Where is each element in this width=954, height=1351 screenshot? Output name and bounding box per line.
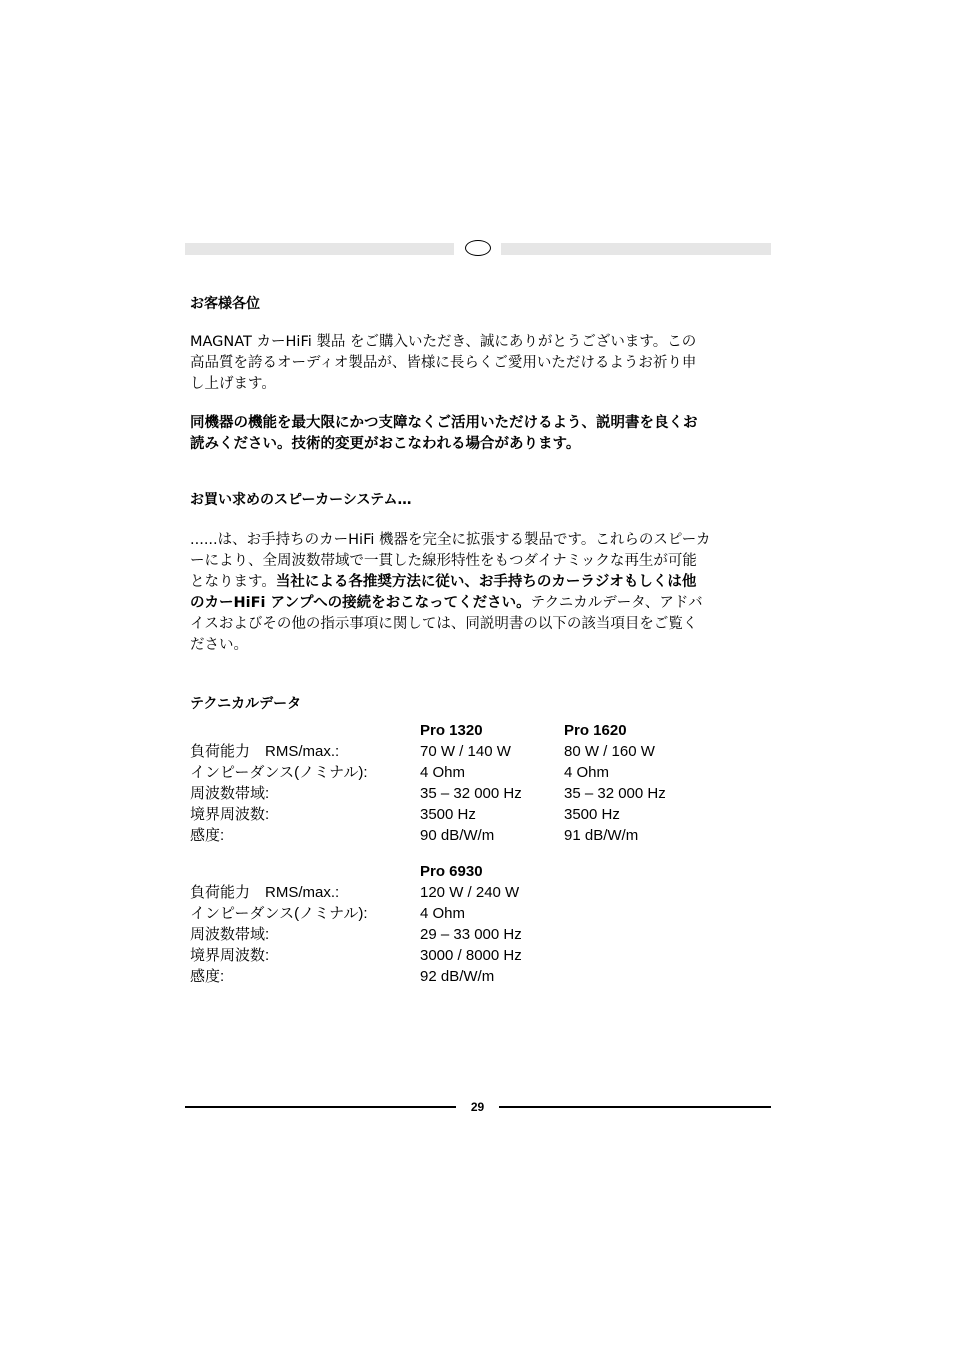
system-paragraph (190, 530, 710, 656)
spec-table-pro6930 (190, 861, 764, 987)
spec-value: 120 W / 240 W (420, 884, 520, 901)
spec-label: インピーダンス(ノミナル): (190, 764, 368, 781)
spec-value: 3500 Hz (564, 806, 620, 823)
spec-row-impedance (190, 903, 764, 924)
note-paragraph (190, 413, 698, 455)
spec-label: 境界周波数: (190, 947, 270, 964)
spec-row-frequency (190, 783, 764, 804)
spec-header-row (190, 720, 764, 741)
spec-value: 70 W / 140 W (420, 743, 511, 760)
system-line: ださい。 (190, 637, 248, 653)
header-bar-left (185, 243, 454, 255)
technical-data-heading: テクニカルデータ (190, 696, 302, 712)
spec-row-sensitivity (190, 966, 764, 987)
spec-value: 3000 / 8000 Hz (420, 947, 522, 964)
system-text: テクニカルデータ、アドバ (530, 595, 703, 611)
footer-rule-right (499, 1106, 771, 1108)
spec-row-crossover (190, 804, 764, 825)
system-heading: お買い求めのスピーカーシステム… (190, 492, 412, 508)
spec-header-row (190, 861, 764, 882)
spec-value: 35 – 32 000 Hz (420, 785, 522, 802)
spec-label: 境界周波数: (190, 806, 270, 823)
system-line: ーにより、全周波数帯域で一貫した線形特性をもつダイナミックな再生が可能 (190, 553, 697, 569)
spec-value: 29 – 33 000 Hz (420, 926, 522, 943)
header-bar-right (501, 243, 771, 255)
intro-line: 高品質を誇るオーディオ製品が、皆様に長らくご愛用いただけるようお祈り申 (190, 355, 697, 371)
spec-row-frequency (190, 924, 764, 945)
intro-line: し上げます。 (190, 376, 276, 392)
language-oval-icon (465, 240, 491, 256)
spec-label: 感度: (190, 827, 225, 844)
model-name: Pro 1320 (420, 722, 483, 739)
spec-label: 負荷能力 RMS/max.: (190, 743, 340, 760)
spec-value: 90 dB/W/m (420, 827, 495, 844)
spec-value: 4 Ohm (420, 905, 466, 922)
spec-label: 負荷能力 RMS/max.: (190, 884, 340, 901)
spec-value: 80 W / 160 W (564, 743, 655, 760)
system-text: となります。 (190, 574, 276, 590)
intro-paragraph (190, 332, 696, 395)
footer-rule-left (185, 1106, 456, 1108)
system-line (190, 572, 710, 593)
model-name: Pro 6930 (420, 863, 483, 880)
spec-value: 4 Ohm (564, 764, 610, 781)
spec-label: 感度: (190, 968, 225, 985)
spec-row-sensitivity (190, 825, 764, 846)
spec-row-power (190, 882, 764, 903)
spec-label: インピーダンス(ノミナル): (190, 905, 368, 922)
system-line: イスおよびその他の指示事項に関しては、同説明書の以下の該当項目をご覧く (190, 616, 698, 632)
spec-label: 周波数帯域: (190, 785, 270, 802)
spec-value: 35 – 32 000 Hz (564, 785, 666, 802)
note-line: 同機器の機能を最大限にかつ支障なくご活用いただけるよう、説明書を良くお (190, 415, 698, 431)
page-footer (185, 1098, 771, 1116)
greeting-heading: お客様各位 (190, 296, 260, 312)
spec-value: 91 dB/W/m (564, 827, 639, 844)
system-line: ......は、お手持ちのカーHiFi 機器を完全に拡張する製品です。これらのスピーカ (190, 532, 711, 548)
intro-line: MAGNAT カーHiFi 製品 をご購入いただき、誠にありがとうございます。この (190, 334, 697, 350)
model-name: Pro 1620 (564, 722, 627, 739)
spec-row-impedance (190, 762, 764, 783)
spec-label: 周波数帯域: (190, 926, 270, 943)
page-number: 29 (470, 1100, 485, 1114)
page-header (185, 238, 771, 258)
spec-table-pro1320-pro1620 (190, 720, 764, 846)
spec-value: 4 Ohm (420, 764, 466, 781)
note-line: 読みください。技術的変更がおこなわれる場合があります。 (190, 436, 581, 452)
system-emphasis: のカーHiFi アンプへの接続をおこなってください。 (190, 595, 531, 611)
spec-row-crossover (190, 945, 764, 966)
spec-row-power (190, 741, 764, 762)
spec-value: 3500 Hz (420, 806, 476, 823)
system-line (190, 593, 710, 614)
system-emphasis: 当社による各推奨方法に従い、お手持ちのカーラジオもしくは他 (275, 574, 697, 590)
spec-value: 92 dB/W/m (420, 968, 495, 985)
